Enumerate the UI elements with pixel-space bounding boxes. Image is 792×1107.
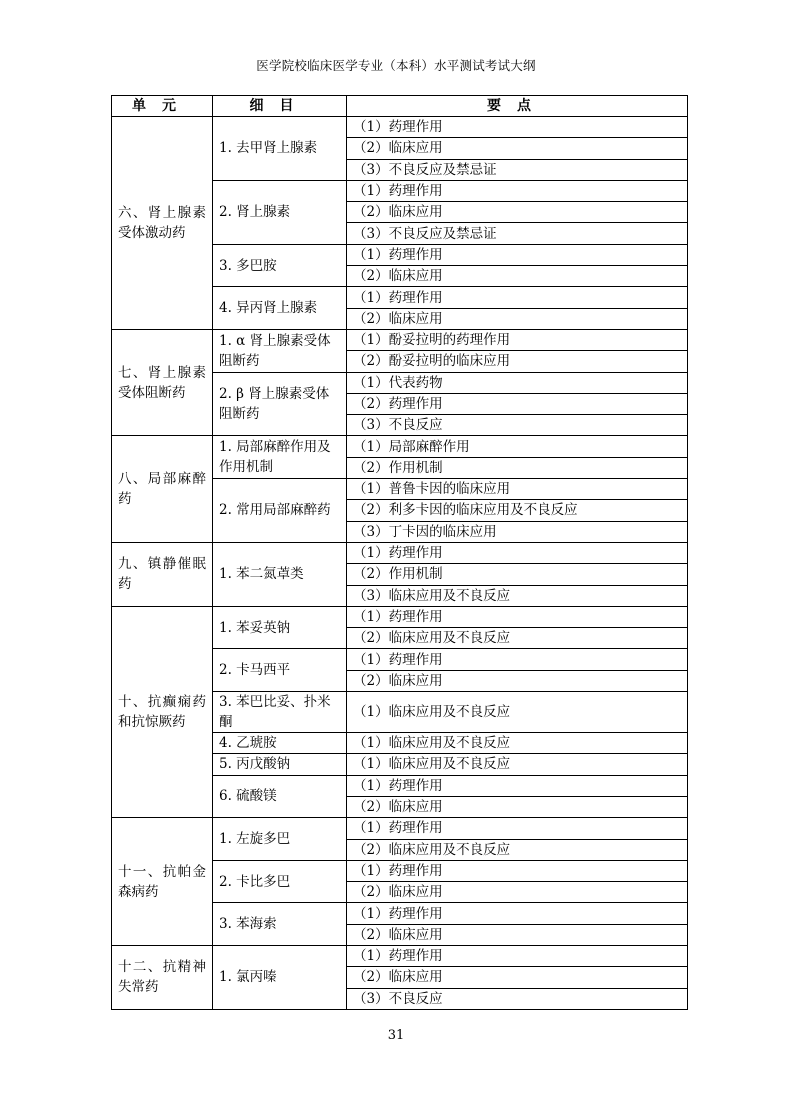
point-cell: （1）酚妥拉明的药理作用 <box>347 329 688 350</box>
item-cell: 1. 氯丙嗪 <box>213 945 347 1009</box>
item-cell: 4. 异丙肾上腺素 <box>213 287 347 330</box>
item-cell: 2. 常用局部麻醉药 <box>213 479 347 543</box>
item-cell: 1. 去甲肾上腺素 <box>213 117 347 181</box>
item-cell: 3. 多巴胺 <box>213 244 347 287</box>
point-cell: （1）临床应用及不良反应 <box>347 754 688 775</box>
point-cell: （1）药理作用 <box>347 649 688 670</box>
point-cell: （2）药理作用 <box>347 393 688 414</box>
item-cell: 1. 左旋多巴 <box>213 818 347 861</box>
point-cell: （2）临床应用 <box>347 924 688 945</box>
outline-table <box>111 95 688 1010</box>
point-cell: （1）临床应用及不良反应 <box>347 692 688 733</box>
point-cell: （2）临床应用 <box>347 796 688 817</box>
unit-cell: 七、肾上腺素受体阻断药 <box>112 329 213 435</box>
point-cell: （1）药理作用 <box>347 860 688 881</box>
table-row <box>112 117 688 138</box>
point-cell: （3）不良反应及禁忌证 <box>347 159 688 180</box>
table-row <box>112 606 688 627</box>
table-row <box>112 818 688 839</box>
point-cell: （1）药理作用 <box>347 903 688 924</box>
page-header: 医学院校临床医学专业（本科）水平测试考试大纲 <box>256 58 536 73</box>
unit-cell: 九、镇静催眠药 <box>112 542 213 606</box>
point-cell: （1）药理作用 <box>347 818 688 839</box>
point-cell: （1）代表药物 <box>347 372 688 393</box>
item-cell: 5. 丙戊酸钠 <box>213 754 347 775</box>
point-cell: （3）不良反应 <box>347 415 688 436</box>
column-header-item: 细目 <box>213 96 347 117</box>
point-cell: （2）临床应用 <box>347 266 688 287</box>
page-number: 31 <box>387 1028 405 1043</box>
unit-cell: 十二、抗精神失常药 <box>112 945 213 1009</box>
unit-cell: 六、肾上腺素受体激动药 <box>112 117 213 330</box>
item-cell: 2. 肾上腺素 <box>213 180 347 244</box>
unit-cell: 八、局部麻醉药 <box>112 436 213 542</box>
point-cell: （3）不良反应及禁忌证 <box>347 223 688 244</box>
point-cell: （2）临床应用 <box>347 967 688 988</box>
item-cell: 1. α 肾上腺素受体阻断药 <box>213 329 347 372</box>
item-cell: 2. 卡比多巴 <box>213 860 347 903</box>
point-cell: （2）酚妥拉明的临床应用 <box>347 351 688 372</box>
table-header-row <box>112 96 688 117</box>
point-cell: （1）药理作用 <box>347 775 688 796</box>
point-cell: （2）利多卡因的临床应用及不良反应 <box>347 500 688 521</box>
item-cell: 4. 乙琥胺 <box>213 733 347 754</box>
point-cell: （2）临床应用 <box>347 670 688 691</box>
table-body <box>112 117 688 1010</box>
point-cell: （1）药理作用 <box>347 945 688 966</box>
point-cell: （1）普鲁卡因的临床应用 <box>347 479 688 500</box>
item-cell: 2. β 肾上腺素受体阻断药 <box>213 372 347 436</box>
point-cell: （1）药理作用 <box>347 287 688 308</box>
item-cell: 1. 局部麻醉作用及作用机制 <box>213 436 347 479</box>
point-cell: （1）药理作用 <box>347 606 688 627</box>
point-cell: （2）临床应用及不良反应 <box>347 839 688 860</box>
point-cell: （2）临床应用及不良反应 <box>347 628 688 649</box>
column-header-unit: 单元 <box>112 96 213 117</box>
point-cell: （1）药理作用 <box>347 542 688 563</box>
item-cell: 1. 苯妥英钠 <box>213 606 347 649</box>
point-cell: （2）临床应用 <box>347 882 688 903</box>
point-cell: （3）不良反应 <box>347 988 688 1009</box>
item-cell: 3. 苯海索 <box>213 903 347 946</box>
point-cell: （1）药理作用 <box>347 180 688 201</box>
point-cell: （3）临床应用及不良反应 <box>347 585 688 606</box>
item-cell: 3. 苯巴比妥、扑米酮 <box>213 692 347 733</box>
point-cell: （2）临床应用 <box>347 202 688 223</box>
table-row <box>112 945 688 966</box>
point-cell: （2）临床应用 <box>347 138 688 159</box>
item-cell: 1. 苯二氮䓬类 <box>213 542 347 606</box>
unit-cell: 十、抗癫痫药和抗惊厥药 <box>112 606 213 817</box>
point-cell: （1）药理作用 <box>347 244 688 265</box>
table-row <box>112 436 688 457</box>
point-cell: （1）局部麻醉作用 <box>347 436 688 457</box>
item-cell: 6. 硫酸镁 <box>213 775 347 818</box>
table-row <box>112 329 688 350</box>
point-cell: （1）临床应用及不良反应 <box>347 733 688 754</box>
point-cell: （2）作用机制 <box>347 564 688 585</box>
column-header-point: 要点 <box>347 96 688 117</box>
point-cell: （2）临床应用 <box>347 308 688 329</box>
table-row <box>112 542 688 563</box>
unit-cell: 十一、抗帕金森病药 <box>112 818 213 946</box>
point-cell: （3）丁卡因的临床应用 <box>347 521 688 542</box>
point-cell: （2）作用机制 <box>347 457 688 478</box>
point-cell: （1）药理作用 <box>347 117 688 138</box>
item-cell: 2. 卡马西平 <box>213 649 347 692</box>
